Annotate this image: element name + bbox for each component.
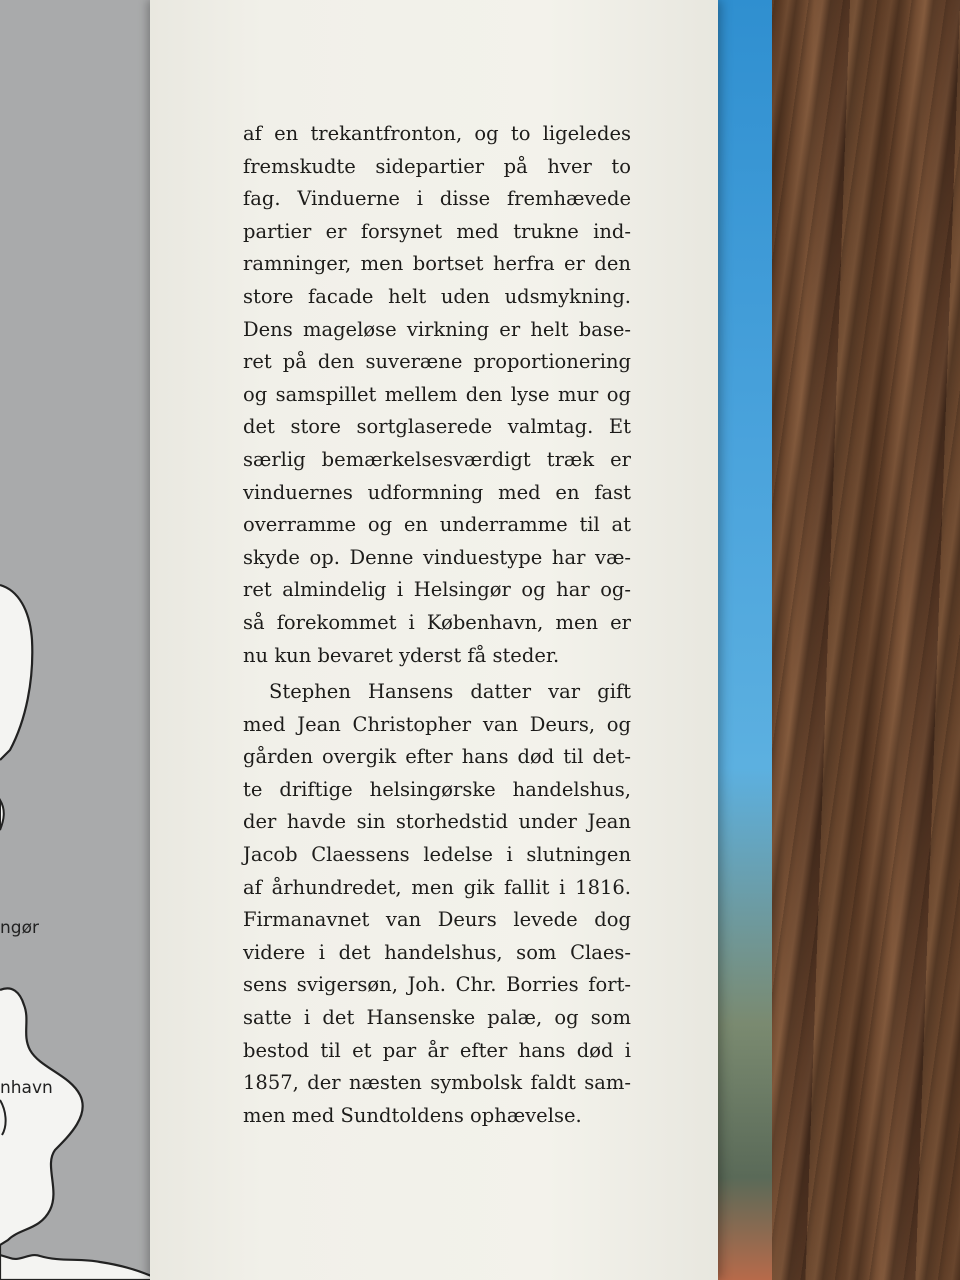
paragraph-2: [243, 676, 631, 1132]
text-line: ret på den suveræne proportionering: [243, 350, 631, 374]
text-line: partier er forsynet med trukne ind-: [243, 219, 631, 243]
text-line: særlig bemærkelsesværdigt træk er: [243, 447, 631, 471]
text-line: store facade helt uden udsmykning.: [243, 284, 631, 308]
text-line: Dens mageløse virkning er helt base-: [243, 317, 631, 341]
text-line: med Jean Christopher van Deurs, og: [243, 712, 631, 736]
text-line: det store sortglaserede valmtag. Et: [243, 415, 631, 439]
text-line: ret almindelig i Helsingør og har og-: [243, 578, 631, 602]
text-line: Jacob Claessens ledelse i slutningen: [243, 843, 631, 867]
text-line: bestod til et par år efter hans død i: [243, 1038, 631, 1062]
text-line: ramninger, men bortset herfra er den: [243, 252, 631, 276]
text-line: satte i det Hansenske palæ, og som: [243, 1006, 631, 1030]
text-line: men med Sundtoldens ophævelse.: [243, 1103, 582, 1127]
text-line: overramme og en underramme til at: [243, 513, 631, 537]
text-line: skyde op. Denne vinduestype har væ-: [243, 545, 631, 569]
text-line: nu kun bevaret yderst få steder.: [243, 643, 560, 667]
paragraph-1: [243, 118, 631, 672]
text-line: af en trekantfronton, og to ligeledes: [243, 122, 631, 145]
text-line: Stephen Hansens datter var gift: [269, 680, 631, 704]
text-line: sens svigersøn, Joh. Chr. Borries fort-: [243, 973, 631, 997]
text-line: der havde sin storhedstid under Jean: [243, 810, 631, 834]
text-line: så forekommet i København, men er: [243, 610, 631, 634]
text-line: videre i det handelshus, som Claes-: [243, 940, 631, 964]
text-line: 1857, der næsten symbolsk faldt sam-: [243, 1071, 631, 1095]
page-text: [243, 118, 631, 1132]
text-line: gården overgik efter hans død til det-: [243, 745, 631, 769]
text-line: fremskudte sidepartier på hver to: [243, 154, 631, 178]
wooden-table: [740, 0, 960, 1280]
map-label-helsingor: ngør: [0, 918, 39, 938]
map-label-kobenhavn: nhavn: [0, 1078, 53, 1098]
text-line: vinduernes udformning med en fast: [243, 480, 631, 504]
text-line: fag. Vinduerne i disse fremhævede: [243, 187, 631, 211]
text-line: te driftige helsingørske handelshus,: [243, 777, 631, 801]
text-line: af århundredet, men gik fallit i 1816.: [243, 875, 631, 899]
text-line: Firmanavnet van Deurs levede dog: [243, 908, 631, 932]
map-panel: [0, 0, 160, 1280]
text-line: og samspillet mellem den lyse mur og: [243, 382, 631, 406]
